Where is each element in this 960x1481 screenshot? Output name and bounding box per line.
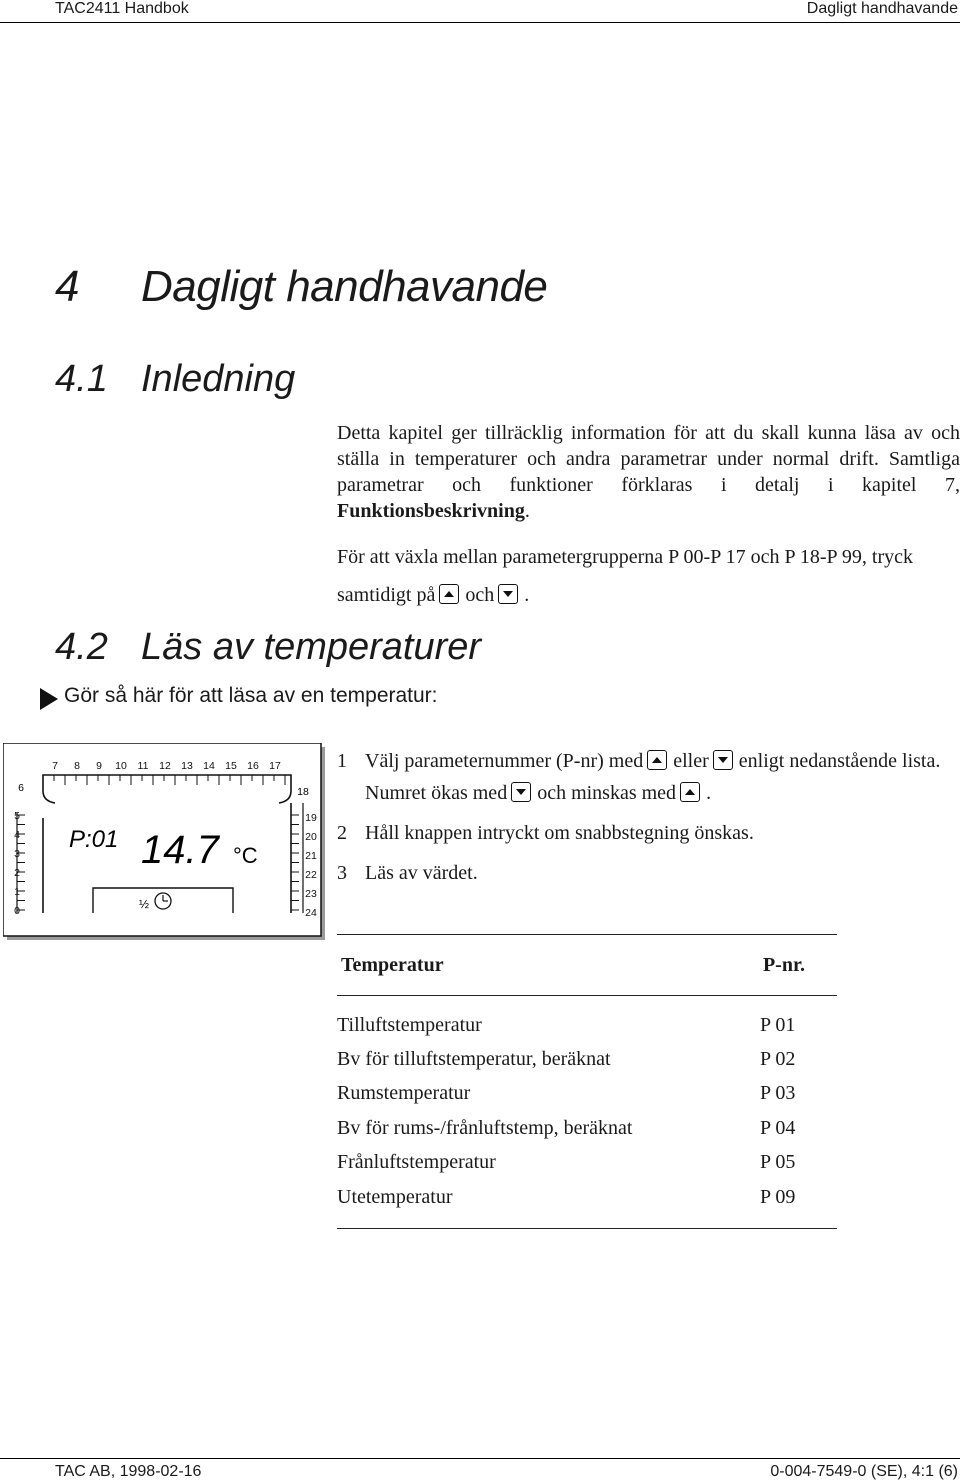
table-row (337, 1111, 837, 1145)
page-header (0, 0, 960, 23)
table-cell-name: Rumstemperatur (337, 1082, 471, 1105)
table-cell-pnr: P 03 (760, 1082, 796, 1105)
table-cell-name: Utetemperatur (337, 1185, 453, 1208)
intro-text: Detta kapitel ger tillräcklig information för att du skall kunna läsa av och ställa in temperaturer och andra parametrar under normal drift. Samtliga parametrar och funktioner förklaras i detalj i kapitel 7, (337, 422, 960, 496)
switch-paragraph (337, 538, 960, 614)
lcd-hour-label: 11 (137, 760, 149, 772)
step-text: Välj parameternummer (P-nr) med (365, 750, 644, 772)
step-text: och minskas med (537, 782, 677, 804)
step-item (337, 857, 960, 889)
lcd-scale-label: 1 (14, 886, 20, 898)
table-rule (337, 1228, 837, 1229)
section-title: Inledning (141, 358, 296, 400)
table-row (337, 1077, 837, 1111)
switch-och: och (465, 584, 495, 606)
up-button-icon (680, 782, 700, 802)
table-row (337, 1180, 837, 1214)
step-item (337, 817, 960, 849)
footer-right: 0-004-7549-0 (SE), 4:1 (6) (770, 1463, 958, 1480)
intro-bold-ref: Funktionsbeskrivning (337, 500, 525, 522)
table-cell-pnr: P 01 (760, 1013, 796, 1036)
table-cell-name: Frånluftstemperatur (337, 1151, 496, 1174)
lcd-scale-label: 4 (14, 829, 20, 841)
table-cell-pnr: P 02 (760, 1048, 796, 1071)
switch-text: För att växla mellan parametergrupperna P 00-P 17 och P 18-P 99, tryck samtidigt på (337, 546, 913, 606)
lcd-hour-label: 23 (305, 888, 317, 900)
lcd-scale-label: 0 (14, 905, 20, 917)
step-number: 1 (337, 750, 347, 772)
up-button-icon (439, 584, 459, 604)
lcd-pnr: P:01 (69, 826, 119, 853)
step-number: 3 (337, 862, 347, 884)
table-cell-pnr: P 05 (760, 1151, 796, 1174)
switch-end: . (524, 584, 530, 606)
lcd-hour-label: 22 (305, 869, 317, 881)
intro-end: . (524, 500, 530, 522)
table-row (337, 1042, 837, 1076)
table-cell-name: Tilluftstemperatur (337, 1013, 482, 1036)
step-item (337, 745, 960, 809)
page-footer (0, 1458, 960, 1481)
lcd-hour-label: 13 (181, 760, 193, 772)
section-number: 4.2 (55, 626, 108, 668)
table-header-temperature: Temperatur (341, 953, 444, 976)
controller-display (3, 743, 325, 940)
intro-paragraph (337, 420, 960, 524)
header-right: Dagligt handhavande (806, 0, 958, 17)
lcd-value: 14.7 (141, 828, 219, 872)
lcd-hour-label: 16 (247, 760, 259, 772)
section-number: 4.1 (55, 358, 108, 400)
chapter-heading (55, 262, 547, 312)
step-text: enligt nedanstående lista. Numret ökas med (365, 750, 941, 804)
table-cell-pnr: P 04 (760, 1116, 796, 1139)
step-text: Läs av värdet. (365, 862, 478, 884)
chapter-title: Dagligt handhavande (141, 262, 548, 311)
up-button-icon (647, 750, 667, 770)
table-rule (337, 995, 837, 996)
procedure-arrow-icon (40, 688, 58, 710)
down-button-icon (511, 782, 531, 802)
lcd-hour-label: 24 (305, 907, 317, 919)
lcd-hour-label: 14 (203, 760, 215, 772)
lcd-hour-label: 9 (96, 760, 102, 772)
lcd-hour-6: 6 (18, 782, 24, 794)
section-title: Läs av temperaturer (141, 626, 482, 668)
table-cell-pnr: P 09 (760, 1185, 796, 1208)
header-left: TAC2411 Handbok (55, 0, 189, 17)
table-row (337, 1146, 837, 1180)
lcd-hour-label: 19 (305, 812, 317, 824)
lcd-hour-label: 20 (305, 831, 317, 843)
lcd-unit: °C (233, 843, 258, 868)
section-heading-read (55, 626, 481, 669)
lcd-hour-18: 18 (297, 786, 309, 798)
lcd-scale-label: 2 (14, 867, 20, 879)
lcd-hour-label: 15 (225, 760, 237, 772)
step-number: 2 (337, 822, 347, 844)
down-button-icon (498, 584, 518, 604)
footer-left: TAC AB, 1998-02-16 (55, 1463, 202, 1480)
step-text: . (706, 782, 712, 804)
lcd-half: ½ (139, 897, 150, 911)
lcd-hour-label: 17 (269, 760, 281, 772)
step-text: eller (673, 750, 709, 772)
table-header-pnr: P-nr. (762, 953, 805, 976)
temperature-table (337, 934, 837, 1229)
steps-list (337, 745, 960, 897)
procedure-heading: Gör så här för att läsa av en temperatur: (64, 684, 438, 707)
lcd-hour-label: 10 (115, 760, 127, 772)
step-text: Håll knappen intryckt om snabbstegning önskas. (365, 822, 754, 844)
section-heading-intro (55, 358, 295, 401)
lcd-hour-label: 21 (305, 850, 317, 862)
table-cell-name: Bv för tilluftstemperatur, beräknat (337, 1048, 611, 1071)
table-row (337, 1008, 837, 1042)
lcd-hour-label: 12 (159, 760, 171, 772)
lcd-scale-label: 3 (14, 848, 20, 860)
table-header-row (337, 935, 837, 995)
lcd-hour-label: 7 (52, 760, 58, 772)
chapter-number: 4 (55, 262, 79, 311)
lcd-scale-label: 5 (14, 810, 20, 822)
lcd-hour-label: 8 (74, 760, 80, 772)
table-cell-name: Bv för rums-/frånluftstemp, beräknat (337, 1116, 633, 1139)
down-button-icon (713, 750, 733, 770)
